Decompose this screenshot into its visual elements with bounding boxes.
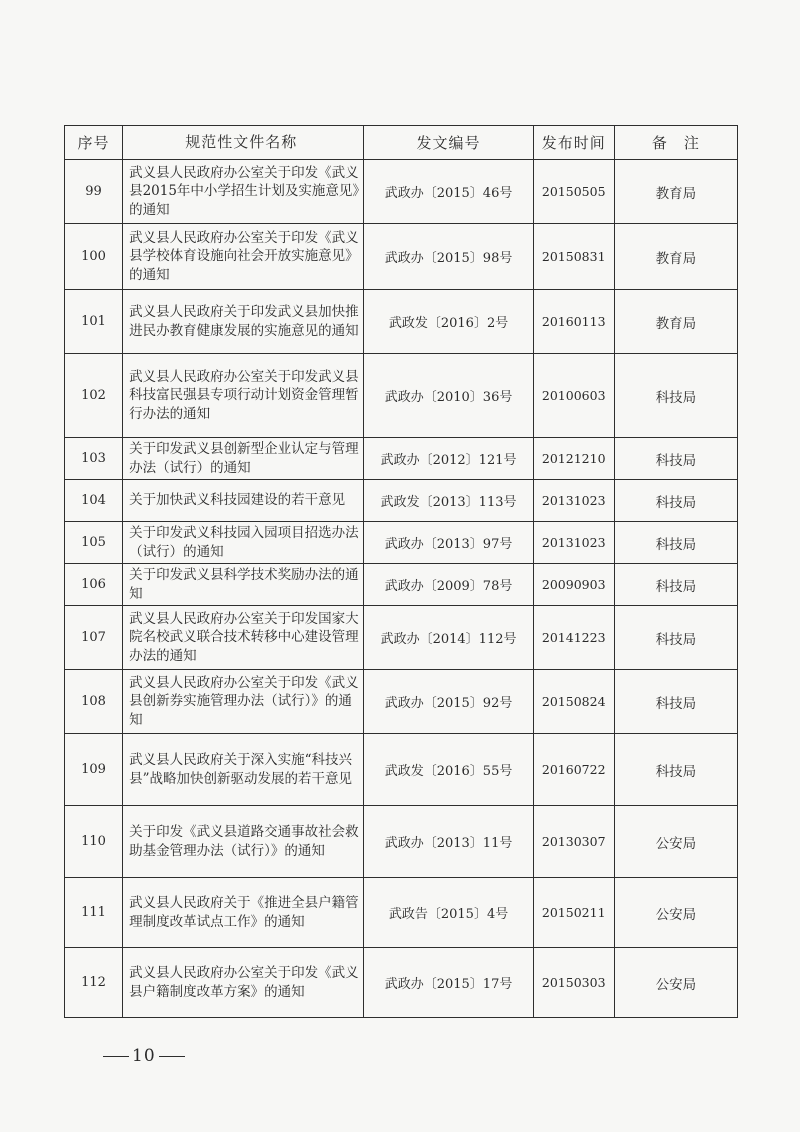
row-document-code: 武政办〔2015〕98号: [364, 224, 533, 290]
row-document-name: 关于印发武义科技园入园项目招选办法（试行）的通知: [123, 522, 364, 564]
row-remarks: 公安局: [614, 806, 737, 878]
row-number: 102: [65, 354, 123, 438]
row-number: 111: [65, 878, 123, 948]
row-remarks: 科技局: [614, 606, 737, 670]
table-row: [65, 290, 738, 354]
table-row: [65, 948, 738, 1018]
table-row: [65, 806, 738, 878]
row-document-name: 武义县人民政府办公室关于印发《武义县创新券实施管理办法（试行）》的通知: [123, 670, 364, 734]
row-release-date: 20150831: [533, 224, 614, 290]
row-document-code: 武政告〔2015〕4号: [364, 878, 533, 948]
row-number: 108: [65, 670, 123, 734]
row-document-name: 武义县人民政府办公室关于印发《武义县户籍制度改革方案》的通知: [123, 948, 364, 1018]
row-document-code: 武政办〔2012〕121号: [364, 438, 533, 480]
table-row: [65, 224, 738, 290]
header-document-code: 发文编号: [364, 126, 533, 160]
row-release-date: 20150303: [533, 948, 614, 1018]
row-remarks: 科技局: [614, 564, 737, 606]
row-remarks: 科技局: [614, 670, 737, 734]
row-document-code: 武政办〔2015〕17号: [364, 948, 533, 1018]
table-header-row: [65, 126, 738, 160]
row-release-date: 20121210: [533, 438, 614, 480]
row-number: 112: [65, 948, 123, 1018]
regulatory-documents-table: [64, 125, 738, 1018]
row-document-code: 武政发〔2016〕2号: [364, 290, 533, 354]
row-document-name: 武义县人民政府关于深入实施“科技兴县”战略加快创新驱动发展的若干意见: [123, 734, 364, 806]
row-document-code: 武政发〔2016〕55号: [364, 734, 533, 806]
row-release-date: 20131023: [533, 480, 614, 522]
row-remarks: 公安局: [614, 878, 737, 948]
row-number: 104: [65, 480, 123, 522]
page-number-dash-right: [159, 1056, 185, 1057]
row-release-date: 20150824: [533, 670, 614, 734]
row-document-code: 武政办〔2013〕11号: [364, 806, 533, 878]
row-document-code: 武政发〔2013〕113号: [364, 480, 533, 522]
table-row: [65, 160, 738, 224]
row-number: 107: [65, 606, 123, 670]
row-remarks: 教育局: [614, 290, 737, 354]
row-number: 103: [65, 438, 123, 480]
header-serial-number: 序号: [65, 126, 123, 160]
header-release-date: 发布时间: [533, 126, 614, 160]
row-release-date: 20131023: [533, 522, 614, 564]
page-number-value: 10: [132, 1046, 156, 1066]
row-number: 99: [65, 160, 123, 224]
row-release-date: 20150211: [533, 878, 614, 948]
row-document-code: 武政办〔2015〕46号: [364, 160, 533, 224]
table-row: [65, 670, 738, 734]
table-row: [65, 438, 738, 480]
table-row: [65, 354, 738, 438]
row-number: 106: [65, 564, 123, 606]
row-remarks: 教育局: [614, 224, 737, 290]
table-row: [65, 480, 738, 522]
row-document-name: 武义县人民政府关于《推进全县户籍管理制度改革试点工作》的通知: [123, 878, 364, 948]
row-document-code: 武政办〔2014〕112号: [364, 606, 533, 670]
row-document-name: 关于印发《武义县道路交通事故社会救助基金管理办法（试行）》的通知: [123, 806, 364, 878]
table-row: [65, 734, 738, 806]
row-release-date: 20160722: [533, 734, 614, 806]
row-document-code: 武政办〔2009〕78号: [364, 564, 533, 606]
row-document-name: 关于印发武义县科学技术奖励办法的通知: [123, 564, 364, 606]
row-remarks: 科技局: [614, 734, 737, 806]
row-remarks: 科技局: [614, 522, 737, 564]
row-remarks: 科技局: [614, 480, 737, 522]
table-row: [65, 606, 738, 670]
row-release-date: 20150505: [533, 160, 614, 224]
row-number: 109: [65, 734, 123, 806]
row-number: 100: [65, 224, 123, 290]
row-remarks: 科技局: [614, 354, 737, 438]
row-release-date: 20141223: [533, 606, 614, 670]
row-number: 101: [65, 290, 123, 354]
row-release-date: 20100603: [533, 354, 614, 438]
page-number: [100, 1046, 188, 1066]
row-document-name: 武义县人民政府办公室关于印发国家大院名校武义联合技术转移中心建设管理办法的通知: [123, 606, 364, 670]
row-document-name: 关于加快武义科技园建设的若干意见: [123, 480, 364, 522]
table-row: [65, 878, 738, 948]
row-document-name: 关于印发武义县创新型企业认定与管理办法（试行）的通知: [123, 438, 364, 480]
row-document-code: 武政办〔2013〕97号: [364, 522, 533, 564]
row-document-name: 武义县人民政府办公室关于印发《武义县学校体育设施向社会开放实施意见》的通知: [123, 224, 364, 290]
table-row: [65, 522, 738, 564]
row-number: 110: [65, 806, 123, 878]
row-document-code: 武政办〔2015〕92号: [364, 670, 533, 734]
row-document-name: 武义县人民政府办公室关于印发《武义县2015年中小学招生计划及实施意见》的通知: [123, 160, 364, 224]
row-release-date: 20160113: [533, 290, 614, 354]
row-release-date: 20130307: [533, 806, 614, 878]
table-row: [65, 564, 738, 606]
row-remarks: 教育局: [614, 160, 737, 224]
header-document-name: 规范性文件名称: [123, 126, 364, 160]
row-release-date: 20090903: [533, 564, 614, 606]
header-remarks: 备 注: [614, 126, 737, 160]
row-document-name: 武义县人民政府关于印发武义县加快推进民办教育健康发展的实施意见的通知: [123, 290, 364, 354]
row-remarks: 科技局: [614, 438, 737, 480]
row-number: 105: [65, 522, 123, 564]
row-document-name: 武义县人民政府办公室关于印发武义县科技富民强县专项行动计划资金管理暂行办法的通知: [123, 354, 364, 438]
row-remarks: 公安局: [614, 948, 737, 1018]
page-number-dash-left: [103, 1056, 129, 1057]
row-document-code: 武政办〔2010〕36号: [364, 354, 533, 438]
